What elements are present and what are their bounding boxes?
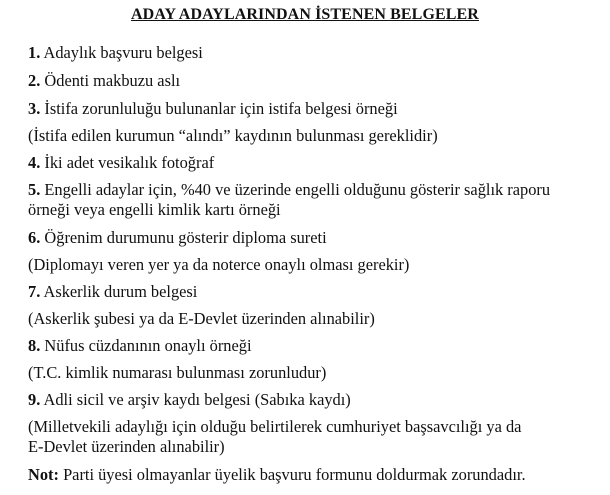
list-item-6	[28, 228, 327, 248]
item-text: İstifa zorunluluğu bulunanlar için istifa belgesi örneği	[44, 99, 398, 118]
list-item-7	[28, 282, 197, 302]
item-note-8: (T.C. kimlik numarası bulunması zorunludur)	[28, 363, 327, 382]
item-note-9: (Milletvekili adaylığı için olduğu belirtilerek cumhuriyet başsavcılığı ya da	[28, 417, 522, 436]
item-number: 4.	[28, 153, 41, 172]
item-note-6: (Diplomayı veren yer ya da noterce onaylı olması gerekir)	[28, 255, 410, 274]
item-text: Nüfus cüzdanının onaylı örneği	[44, 336, 252, 355]
item-text-5-continued: örneği veya engelli kimlik kartı örneği	[28, 200, 281, 219]
item-text: Askerlik durum belgesi	[43, 282, 198, 301]
item-number: 1.	[28, 43, 41, 62]
list-item-3	[28, 99, 398, 119]
footer-note	[28, 465, 526, 485]
item-note-9-continued: E-Devlet üzerinden alınabilir)	[28, 437, 225, 456]
item-text: Adaylık başvuru belgesi	[43, 43, 203, 62]
list-item-1	[28, 43, 203, 63]
item-note-7: (Askerlik şubesi ya da E-Devlet üzerinden alınabilir)	[28, 309, 375, 328]
item-note-3: (İstifa edilen kurumun “alındı” kaydının bulunması gereklidir)	[28, 126, 438, 145]
item-text: Engelli adaylar için, %40 ve üzerinde engelli olduğunu gösterir sağlık raporu	[44, 180, 551, 199]
item-number: 7.	[28, 282, 41, 301]
item-number: 2.	[28, 71, 41, 90]
list-item-5	[28, 180, 550, 200]
item-number: 8.	[28, 336, 41, 355]
item-text: Ödenti makbuzu aslı	[44, 71, 181, 90]
item-number: 9.	[28, 390, 41, 409]
item-number: 6.	[28, 228, 41, 247]
list-item-9	[28, 390, 351, 410]
page-title: ADAY ADAYLARINDAN İSTENEN BELGELER	[131, 6, 479, 23]
list-item-2	[28, 71, 180, 91]
list-item-4	[28, 153, 214, 173]
item-number: 3.	[28, 99, 41, 118]
note-label: Not:	[28, 465, 59, 484]
item-text: İki adet vesikalık fotoğraf	[44, 153, 215, 172]
note-text: Parti üyesi olmayanlar üyelik başvuru formunu doldurmak zorundadır.	[63, 465, 526, 484]
item-number: 5.	[28, 180, 41, 199]
list-item-8	[28, 336, 252, 356]
item-text: Öğrenim durumunu gösterir diploma sureti	[44, 228, 327, 247]
item-text: Adli sicil ve arşiv kaydı belgesi (Sabıka kaydı)	[43, 390, 351, 409]
